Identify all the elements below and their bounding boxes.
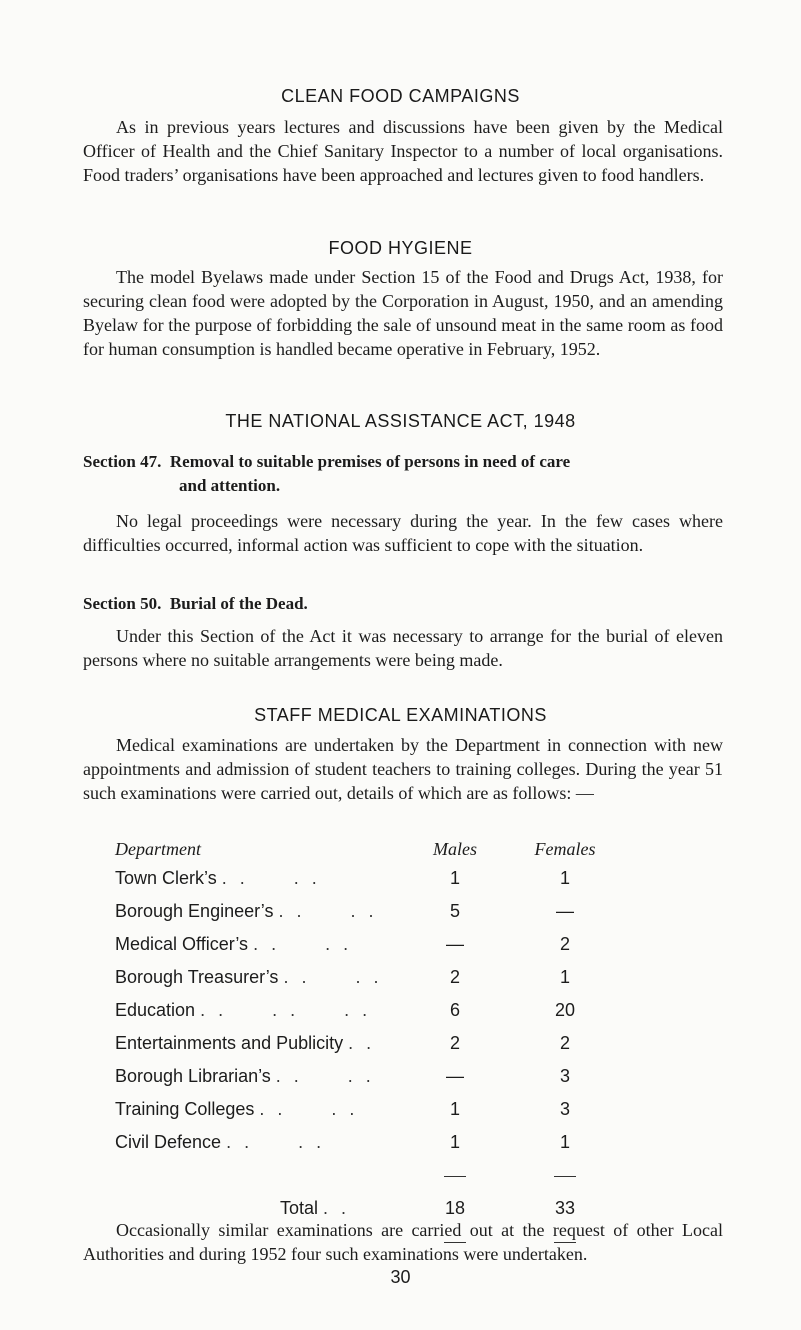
leader-dots: . . — [348, 1033, 376, 1053]
section-47-title-line1: Removal to suitable premises of persons in need of care — [169, 452, 571, 471]
section-50-title: Burial of the Dead. — [169, 594, 308, 613]
leader-dots: . . . . — [221, 868, 321, 888]
table-header-row — [115, 836, 635, 862]
table-row — [115, 1027, 635, 1060]
department-cell — [115, 862, 415, 895]
table-row — [115, 895, 635, 928]
males-cell: 5 — [449, 901, 460, 921]
section-47-heading — [83, 450, 723, 498]
females-cell: 2 — [559, 1033, 570, 1053]
section-50-paragraph: Under this Section of the Act it was necessary to arrange for the burial of eleven persons where no suitable arrangements were being made. — [83, 626, 723, 670]
table-row — [115, 928, 635, 961]
males-cell: 6 — [449, 1000, 460, 1020]
department-name: Training Colleges — [115, 1099, 255, 1119]
rule-row-above-total — [115, 1159, 635, 1192]
food-hygiene-paragraph: The model Byelaws made under Section 15 of the Food and Drugs Act, 1938, for securing clean food were adopted by the Corporation in August, 1950, and an amending Byelaw for the purpose of forbidding the sale of unsound meat in the same room as food for human consumption is handled became operative in February, 1952. — [83, 267, 723, 359]
table-row — [115, 862, 635, 895]
closing-paragraph: Occasionally similar examinations are carried out at the request of other Local Authorities and during 1952 four such examinations were undertaken. — [83, 1220, 723, 1264]
females-cell: 2 — [559, 934, 570, 954]
leader-dots: . . . . . . — [200, 1000, 372, 1020]
males-cell: — — [446, 1066, 464, 1086]
total-females-cell: 33 — [554, 1198, 576, 1218]
females-cell: 3 — [559, 1066, 570, 1086]
leader-dots: . . . . — [253, 934, 353, 954]
table-body — [115, 862, 635, 1258]
department-name: Borough Librarian’s — [115, 1066, 271, 1086]
department-cell — [115, 1126, 415, 1159]
section-47-title-line2: and attention. — [179, 476, 281, 495]
department-name: Civil Defence — [115, 1132, 222, 1152]
table-row — [115, 1126, 635, 1159]
clean-food-heading: CLEAN FOOD CAMPAIGNS — [281, 86, 520, 106]
rule-cell — [415, 1159, 495, 1192]
section-47-paragraph: No legal proceedings were necessary during the year. In the few cases where difficulties occurred, informal action was sufficient to cope with the situation. — [83, 511, 723, 555]
table-row — [115, 1060, 635, 1093]
females-cell: — — [556, 901, 574, 921]
department-name: Town Clerk’s — [115, 868, 217, 888]
staff-medical-paragraph: Medical examinations are undertaken by the Department in connection with new appointments and admission of student teachers to training colleges. During the year 51 such examinations were carried out, details of which are as follows: — — [83, 735, 723, 803]
section-47-label: Section 47. — [83, 452, 162, 471]
females-cell: 1 — [559, 967, 570, 987]
table-row — [115, 994, 635, 1027]
females-cell: 20 — [554, 1000, 576, 1020]
department-cell — [115, 961, 415, 994]
department-name: Medical Officer’s — [115, 934, 249, 954]
department-cell — [115, 1060, 415, 1093]
table-row — [115, 961, 635, 994]
department-cell — [115, 928, 415, 961]
clean-food-paragraph: As in previous years lectures and discussions have been given by the Medical Officer of Health and the Chief Sanitary Inspector to a number of local organisations. Food traders’ organisations have been approached and lectures given to food handlers. — [83, 117, 723, 185]
leader-dots: . . — [323, 1198, 351, 1218]
leader-dots: . . . . — [226, 1132, 326, 1152]
leader-dots: . . . . — [283, 967, 383, 987]
department-name: Entertainments and Publicity — [115, 1033, 344, 1053]
total-males-cell: 18 — [444, 1198, 466, 1218]
table-row — [115, 1093, 635, 1126]
females-cell: 1 — [559, 1132, 570, 1152]
section-50-heading — [83, 592, 723, 616]
department-cell — [115, 1027, 415, 1060]
department-cell — [115, 994, 415, 1027]
males-cell: 2 — [449, 967, 460, 987]
leader-dots: . . . . — [275, 1066, 375, 1086]
department-name: Borough Treasurer’s — [115, 967, 279, 987]
department-cell — [115, 1093, 415, 1126]
page-number: 30 — [390, 1267, 411, 1287]
staff-examinations-table — [115, 836, 635, 1258]
females-column-header: Females — [534, 838, 596, 859]
males-cell: 1 — [449, 1132, 460, 1152]
national-assistance-heading: THE NATIONAL ASSISTANCE ACT, 1948 — [225, 411, 576, 431]
males-cell: 1 — [449, 868, 460, 888]
department-cell — [115, 895, 415, 928]
rule-cell — [495, 1159, 635, 1192]
leader-dots: . . . . — [259, 1099, 359, 1119]
section-50-label: Section 50. — [83, 594, 162, 613]
females-cell: 1 — [559, 868, 570, 888]
staff-medical-heading: STAFF MEDICAL EXAMINATIONS — [254, 705, 547, 725]
males-cell: 1 — [449, 1099, 460, 1119]
total-label: Total — [280, 1198, 319, 1218]
males-column-header: Males — [433, 838, 477, 859]
department-name: Education — [115, 1000, 196, 1020]
department-column-header: Department — [115, 838, 201, 859]
males-cell: — — [446, 934, 464, 954]
rule-spacer — [115, 1159, 415, 1192]
leader-dots: . . . . — [278, 901, 378, 921]
females-cell: 3 — [559, 1099, 570, 1119]
food-hygiene-heading: FOOD HYGIENE — [328, 238, 473, 258]
males-cell: 2 — [449, 1033, 460, 1053]
total-rule — [554, 1176, 576, 1177]
total-rule — [444, 1176, 466, 1177]
department-name: Borough Engineer’s — [115, 901, 274, 921]
